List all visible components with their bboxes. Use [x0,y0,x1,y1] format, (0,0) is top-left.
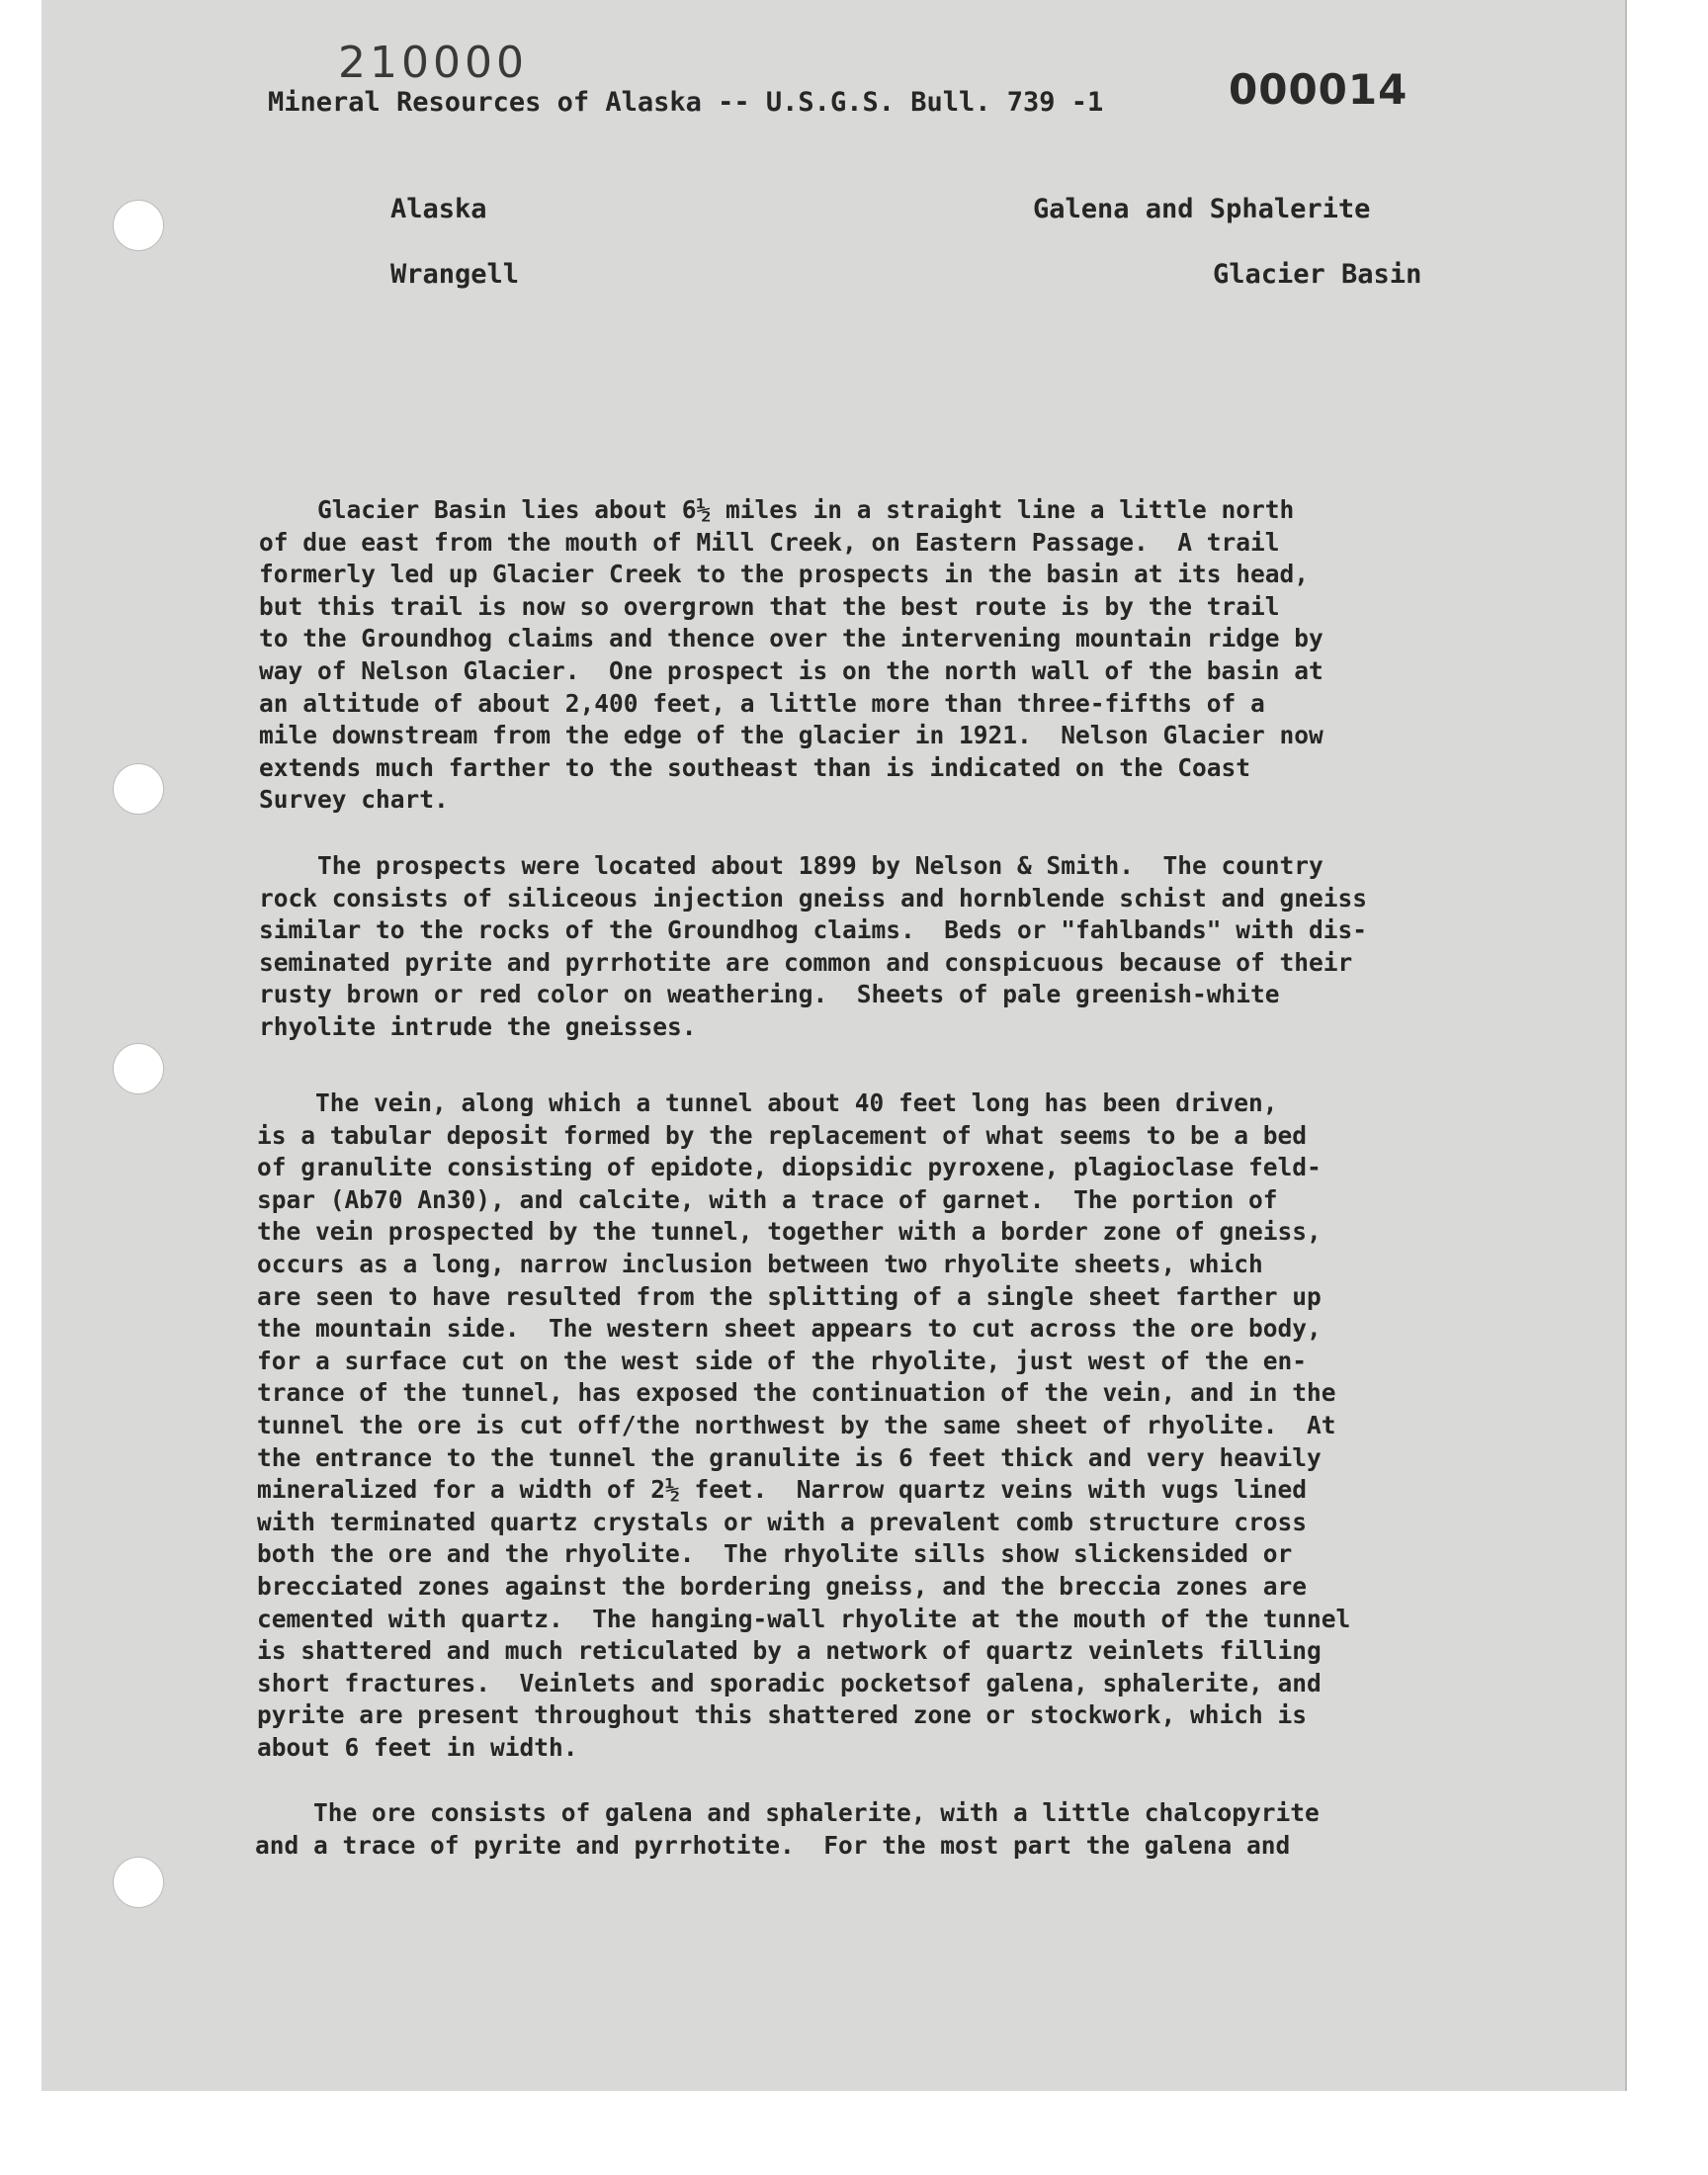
punch-hole [113,1857,164,1908]
text-line: mile downstream from the edge of the glacier in 1921. Nelson Glacier now [259,721,1324,750]
text-line: seminated pyrite and pyrrhotite are common and conspicuous because of their [259,947,1353,977]
text-line: mineralized for a width of 2½ feet. Narrow quartz veins with vugs lined [257,1475,1308,1505]
text-line: are seen to have resulted from the splitting of a single sheet farther up [257,1281,1322,1311]
text-line: to the Groundhog claims and thence over the intervening mountain ridge by [259,624,1324,653]
header-region: Alaska [390,194,487,224]
text-line: similar to the rocks of the Groundhog claims. Beds or "fahlbands" with dis- [259,915,1368,945]
text-line: rhyolite intrude the gneisses. [259,1011,697,1041]
text-line: tunnel the ore is cut off/the northwest by the same sheet of rhyolite. At [257,1410,1336,1439]
text-line: rock consists of siliceous injection gneiss and hornblende schist and gneiss [259,883,1368,913]
text-line: is a tabular deposit formed by the replacement of what seems to be a bed [257,1120,1308,1150]
text-line: the vein prospected by the tunnel, together with a border zone of gneiss, [257,1217,1322,1247]
text-line: brecciated zones against the bordering gneiss, and the breccia zones are [257,1571,1308,1601]
text-line: but this trail is now so overgrown that the best route is by the trail [259,591,1280,621]
document-number-stamp: 210000 [338,38,528,88]
paragraph [259,850,1367,1044]
text-line: spar (Ab70 An30), and calcite, with a trace of garnet. The portion of [257,1184,1278,1214]
text-line: the mountain side. The western sheet appears to cut across the ore body, [257,1314,1322,1344]
text-line: about 6 feet in width. [257,1732,578,1762]
paragraph [259,494,1324,817]
text-line: occurs as a long, narrow inclusion between two rhyolite sheets, which [257,1249,1263,1278]
text-line: the entrance to the tunnel the granulite is 6 feet thick and very heavily [257,1442,1322,1472]
header-locality: Glacier Basin [1213,259,1422,290]
text-line: an altitude of about 2,400 feet, a little more than three-fifths of a [259,688,1265,718]
text-line: is shattered and much reticulated by a network of quartz veinlets filling [257,1636,1322,1666]
text-line: rusty brown or red color on weathering. Sheets of pale greenish-white [259,980,1280,1009]
text-line: pyrite are present throughout this shattered zone or stockwork, which is [257,1700,1308,1730]
text-line: The ore consists of galena and sphalerite, with a little chalcopyrite [255,1798,1320,1827]
text-line: cemented with quartz. The hanging-wall rhyolite at the mouth of the tunnel [257,1604,1351,1633]
header-commodity: Galena and Sphalerite [1033,194,1371,224]
text-line: way of Nelson Glacier. One prospect is on the north wall of the basin at [259,655,1324,685]
text-line: Glacier Basin lies about 6½ miles in a straight line a little north [259,495,1295,524]
text-line: of due east from the mouth of Mill Creek, on Eastern Passage. A trail [259,527,1280,557]
text-line: trance of the tunnel, has exposed the continuation of the vein, and in the [257,1378,1336,1408]
text-line: The vein, along which a tunnel about 40 feet long has been driven, [257,1088,1278,1117]
bulletin-title: Mineral Resources of Alaska -- U.S.G.S. Bull. 739 -1 [268,87,1104,118]
text-line: for a surface cut on the west side of the rhyolite, just west of the en- [257,1346,1308,1375]
punch-hole [113,1043,164,1094]
text-line: with terminated quartz crystals or with a prevalent comb structure cross [257,1507,1308,1536]
punch-hole [113,200,164,251]
paragraph [255,1797,1320,1862]
text-line: both the ore and the rhyolite. The rhyolite sills show slickensided or [257,1539,1293,1569]
paragraph [257,1088,1350,1764]
text-line: and a trace of pyrite and pyrrhotite. For the most part the galena and [255,1830,1291,1860]
text-line: Survey chart. [259,785,449,815]
header-district: Wrangell [390,259,520,290]
text-line: of granulite consisting of epidote, diopsidic pyroxene, plagioclase feld- [257,1153,1322,1182]
text-line: formerly led up Glacier Creek to the prospects in the basin at its head, [259,560,1310,589]
scanned-page [42,0,1627,2091]
page-number-stamp: 000014 [1229,65,1409,114]
punch-hole [113,763,164,815]
text-line: short fractures. Veinlets and sporadic pocketsof galena, sphalerite, and [257,1668,1322,1697]
text-line: extends much farther to the southeast than is indicated on the Coast [259,752,1251,782]
text-line: The prospects were located about 1899 by Nelson & Smith. The country [259,851,1324,880]
